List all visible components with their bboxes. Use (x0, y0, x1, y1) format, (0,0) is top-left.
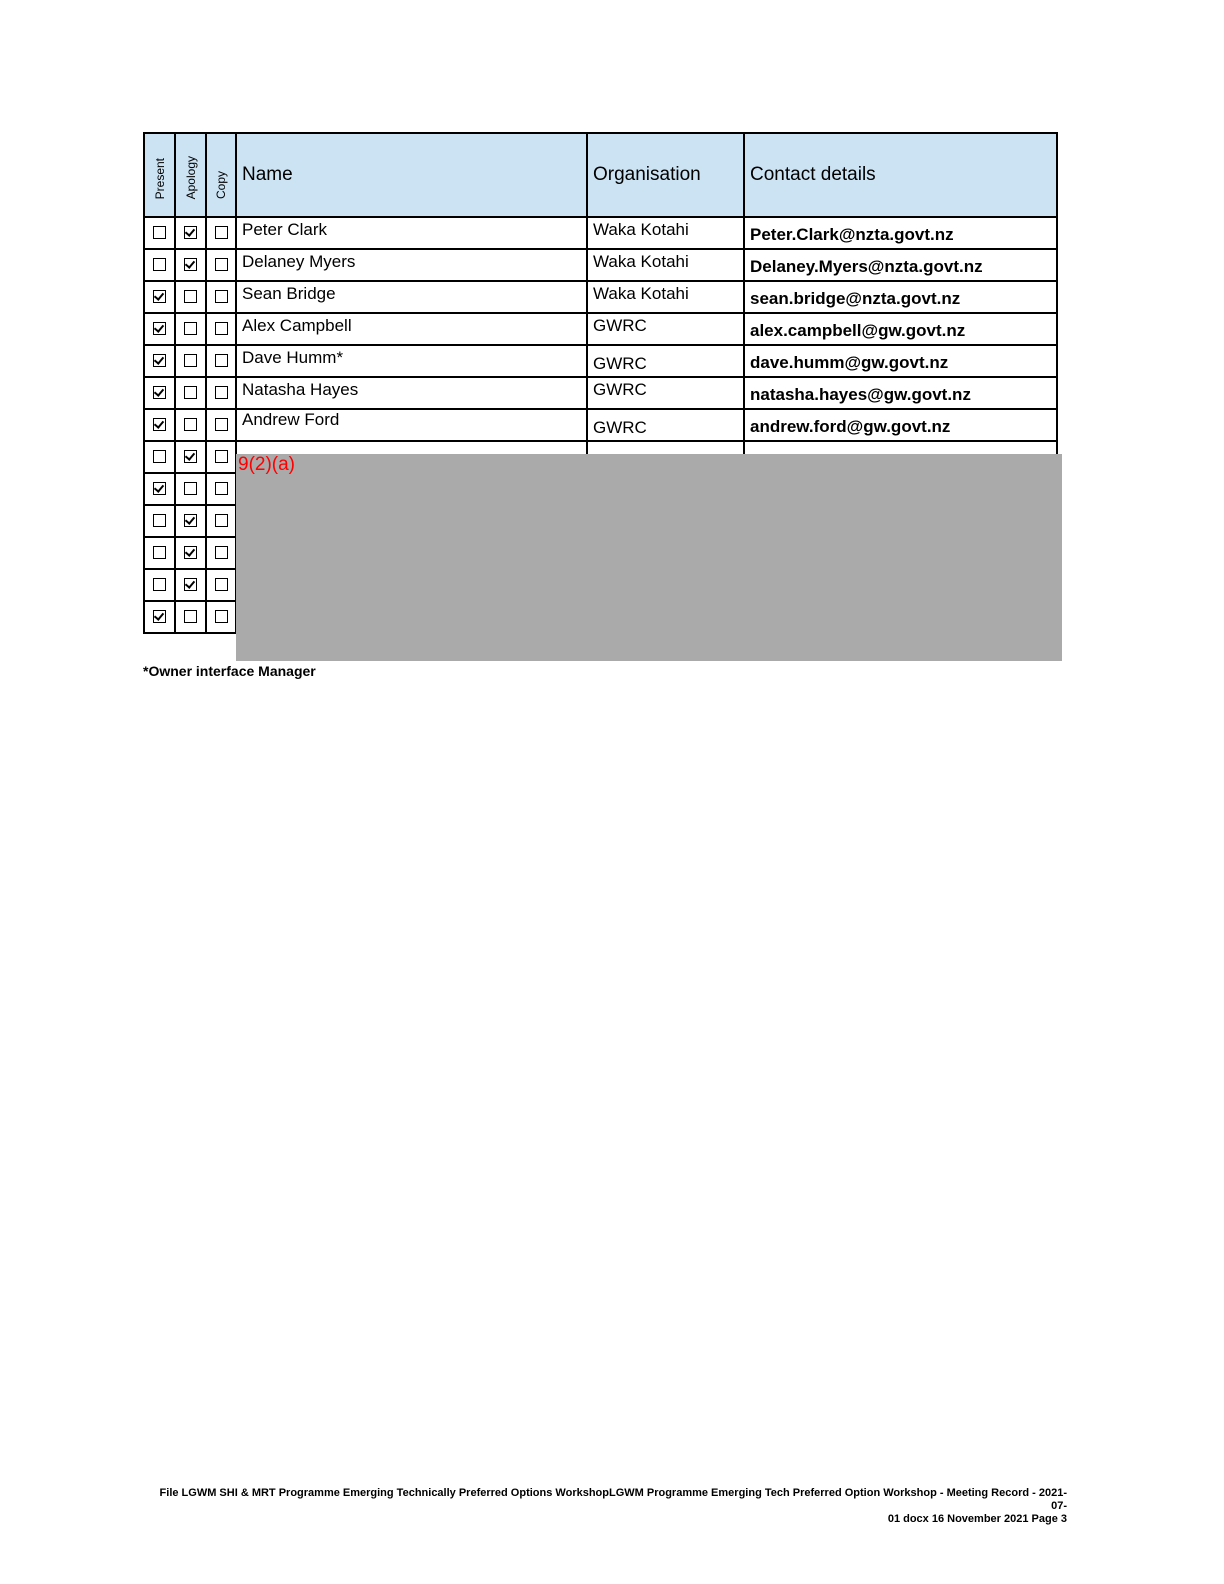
cell-present (144, 281, 175, 313)
checked-checkbox-icon[interactable] (153, 482, 166, 495)
unchecked-checkbox-icon[interactable] (184, 418, 197, 431)
cell-name (236, 345, 587, 377)
unchecked-checkbox-icon[interactable] (215, 322, 228, 335)
cell-copy (206, 313, 236, 345)
checked-checkbox-icon[interactable] (153, 290, 166, 303)
cell-apology (175, 569, 206, 601)
cell-present (144, 217, 175, 249)
checked-checkbox-icon[interactable] (153, 354, 166, 367)
checked-checkbox-icon[interactable] (153, 610, 166, 623)
unchecked-checkbox-icon[interactable] (215, 578, 228, 591)
cell-present (144, 313, 175, 345)
unchecked-checkbox-icon[interactable] (215, 386, 228, 399)
checked-checkbox-icon[interactable] (184, 546, 197, 559)
cell-organisation (587, 345, 744, 377)
header-contact: Contact details (744, 133, 1057, 217)
cell-present (144, 537, 175, 569)
redaction-block (236, 454, 1062, 661)
cell-apology (175, 249, 206, 281)
organisation-text (588, 442, 743, 444)
cell-present (144, 473, 175, 505)
header-present: Present (144, 133, 175, 217)
cell-apology (175, 377, 206, 409)
unchecked-checkbox-icon[interactable] (184, 322, 197, 335)
cell-present (144, 249, 175, 281)
cell-present (144, 409, 175, 441)
footer-line-2: 01 docx 16 November 2021 Page 3 (887, 1513, 1067, 1525)
page-footer (150, 1487, 1067, 1526)
unchecked-checkbox-icon[interactable] (184, 482, 197, 495)
cell-contact (744, 281, 1057, 313)
name-text: Andrew Ford (242, 410, 340, 429)
organisation-text: Waka Kotahi (593, 252, 689, 271)
cell-present (144, 441, 175, 473)
unchecked-checkbox-icon[interactable] (215, 514, 228, 527)
contact-text: sean.bridge@nzta.govt.nz (750, 289, 961, 308)
name-text: Delaney Myers (242, 252, 356, 271)
cell-copy (206, 537, 236, 569)
contact-text: andrew.ford@gw.govt.nz (750, 417, 951, 436)
unchecked-checkbox-icon[interactable] (215, 290, 228, 303)
unchecked-checkbox-icon[interactable] (153, 258, 166, 271)
cell-apology (175, 281, 206, 313)
cell-copy (206, 377, 236, 409)
unchecked-checkbox-icon[interactable] (215, 610, 228, 623)
cell-copy (206, 281, 236, 313)
cell-contact (744, 345, 1057, 377)
cell-copy (206, 409, 236, 441)
unchecked-checkbox-icon[interactable] (184, 386, 197, 399)
table-header-row (144, 133, 1057, 217)
checked-checkbox-icon[interactable] (184, 226, 197, 239)
checked-checkbox-icon[interactable] (184, 578, 197, 591)
cell-copy (206, 217, 236, 249)
cell-present (144, 601, 175, 633)
name-text (237, 442, 586, 444)
cell-apology (175, 441, 206, 473)
contact-text: alex.campbell@gw.govt.nz (750, 321, 966, 340)
header-name: Name (236, 133, 587, 217)
unchecked-checkbox-icon[interactable] (215, 546, 228, 559)
unchecked-checkbox-icon[interactable] (184, 354, 197, 367)
cell-organisation (587, 249, 744, 281)
table-row (144, 217, 1057, 249)
cell-present (144, 569, 175, 601)
contact-text: dave.humm@gw.govt.nz (750, 353, 949, 372)
cell-name (236, 249, 587, 281)
contact-text: Peter.Clark@nzta.govt.nz (750, 225, 954, 244)
unchecked-checkbox-icon[interactable] (153, 514, 166, 527)
checked-checkbox-icon[interactable] (184, 514, 197, 527)
contact-text: Delaney.Myers@nzta.govt.nz (750, 257, 983, 276)
unchecked-checkbox-icon[interactable] (215, 418, 228, 431)
cell-copy (206, 345, 236, 377)
cell-present (144, 377, 175, 409)
unchecked-checkbox-icon[interactable] (215, 226, 228, 239)
organisation-text: Waka Kotahi (593, 284, 689, 303)
cell-contact (744, 313, 1057, 345)
unchecked-checkbox-icon[interactable] (215, 354, 228, 367)
name-text: Sean Bridge (242, 284, 336, 303)
cell-contact (744, 249, 1057, 281)
cell-copy (206, 601, 236, 633)
cell-copy (206, 473, 236, 505)
cell-name (236, 313, 587, 345)
table-row (144, 313, 1057, 345)
organisation-text: GWRC (593, 380, 647, 399)
cell-present (144, 345, 175, 377)
cell-name (236, 409, 587, 441)
cell-apology (175, 313, 206, 345)
header-copy: Copy (206, 133, 236, 217)
cell-apology (175, 345, 206, 377)
table-row (144, 249, 1057, 281)
table-row (144, 281, 1057, 313)
cell-apology (175, 601, 206, 633)
checked-checkbox-icon[interactable] (153, 386, 166, 399)
unchecked-checkbox-icon[interactable] (215, 258, 228, 271)
table-row (144, 377, 1057, 409)
checked-checkbox-icon[interactable] (184, 258, 197, 271)
name-text: Peter Clark (242, 220, 328, 239)
name-text: Dave Humm* (242, 348, 344, 367)
cell-organisation (587, 409, 744, 441)
cell-apology (175, 409, 206, 441)
unchecked-checkbox-icon[interactable] (153, 578, 166, 591)
footer-line-1: File LGWM SHI & MRT Programme Emerging Technically Preferred Options WorkshopLGWM Programme Emerging Tech Preferred Option Workshop - Meeting Record - 2021-07- (159, 1487, 1067, 1512)
cell-organisation (587, 313, 744, 345)
unchecked-checkbox-icon[interactable] (215, 482, 228, 495)
cell-apology (175, 217, 206, 249)
cell-contact (744, 377, 1057, 409)
organisation-text: Waka Kotahi (593, 220, 689, 239)
cell-present (144, 505, 175, 537)
checked-checkbox-icon[interactable] (153, 322, 166, 335)
unchecked-checkbox-icon[interactable] (215, 450, 228, 463)
cell-contact (744, 409, 1057, 441)
cell-name (236, 377, 587, 409)
unchecked-checkbox-icon[interactable] (153, 450, 166, 463)
cell-organisation (587, 217, 744, 249)
cell-name (236, 217, 587, 249)
organisation-text: GWRC (593, 316, 647, 335)
cell-copy (206, 441, 236, 473)
checked-checkbox-icon[interactable] (184, 450, 197, 463)
footnote: *Owner interface Manager (143, 663, 316, 679)
redaction-label: 9(2)(a) (238, 454, 296, 475)
cell-contact (744, 217, 1057, 249)
cell-apology (175, 505, 206, 537)
contact-text (745, 442, 1056, 449)
cell-organisation (587, 377, 744, 409)
unchecked-checkbox-icon[interactable] (184, 610, 197, 623)
table-row (144, 345, 1057, 377)
cell-organisation (587, 281, 744, 313)
unchecked-checkbox-icon[interactable] (153, 226, 166, 239)
name-text: Natasha Hayes (242, 380, 359, 399)
cell-copy (206, 249, 236, 281)
unchecked-checkbox-icon[interactable] (184, 290, 197, 303)
cell-name (236, 281, 587, 313)
header-apology: Apology (175, 133, 206, 217)
cell-apology (175, 473, 206, 505)
checked-checkbox-icon[interactable] (153, 418, 166, 431)
unchecked-checkbox-icon[interactable] (153, 546, 166, 559)
organisation-text: GWRC (593, 354, 647, 373)
contact-text: natasha.hayes@gw.govt.nz (750, 385, 971, 404)
cell-apology (175, 537, 206, 569)
header-organisation: Organisation (587, 133, 744, 217)
cell-copy (206, 505, 236, 537)
name-text: Alex Campbell (242, 316, 352, 335)
table-row (144, 409, 1057, 441)
cell-copy (206, 569, 236, 601)
organisation-text: GWRC (593, 418, 647, 437)
